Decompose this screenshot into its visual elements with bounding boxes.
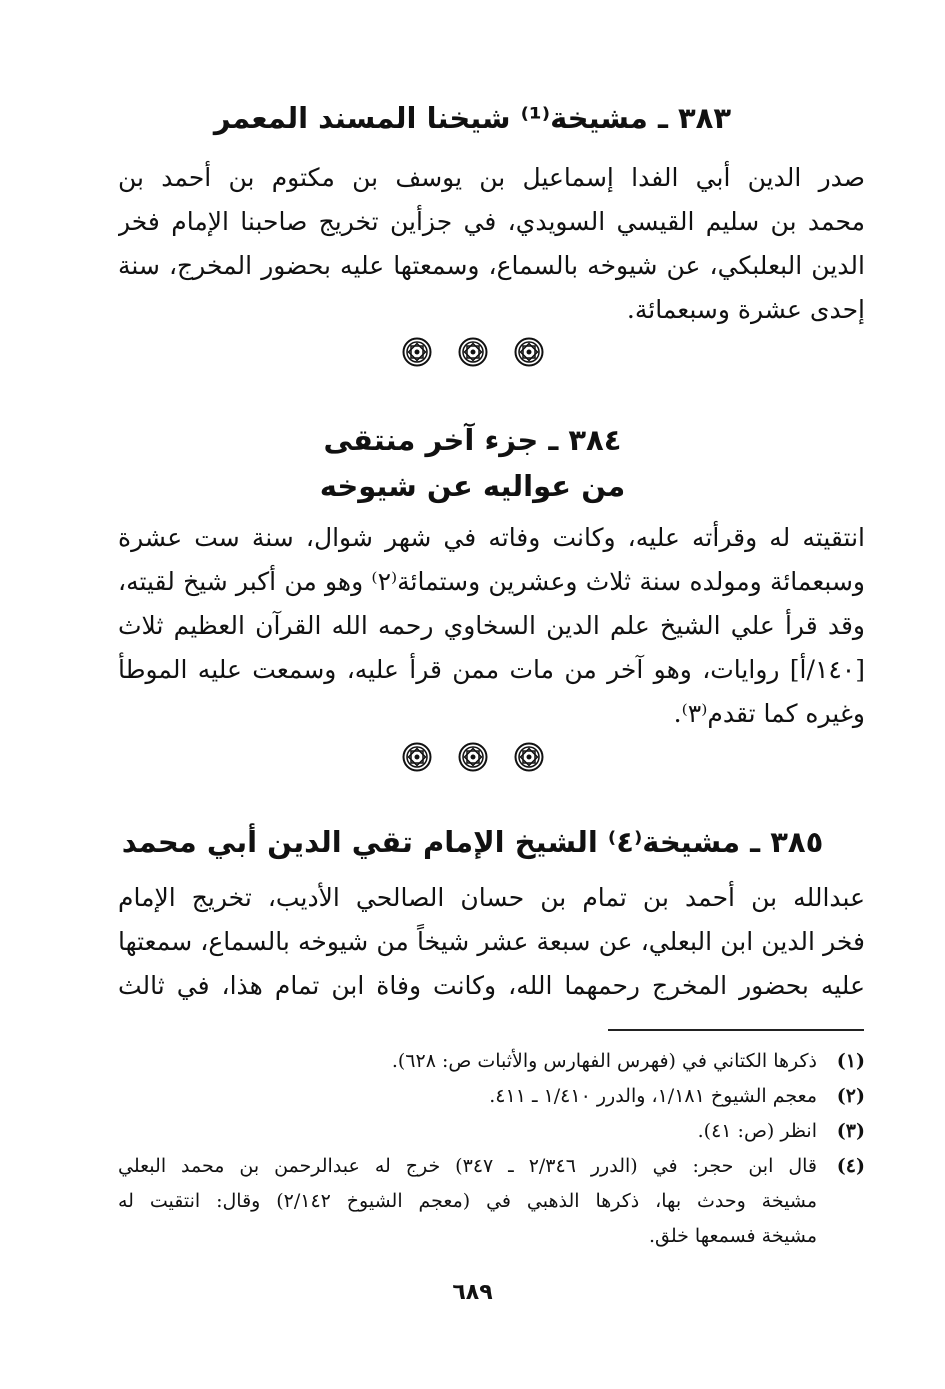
entry-383-line-4: إحدى عشرة وسبعمائة.: [626, 295, 865, 324]
rosette-ornament-icon: [514, 742, 544, 772]
page-number: ٦٨٩: [452, 1280, 493, 1305]
footnote-text: [118, 1044, 817, 1079]
entry-384-heading: ٣٨٤ ـ جزء آخر منتقى: [323, 423, 622, 457]
rosette-ornament-icon: [514, 337, 544, 367]
entry-384-body: [118, 516, 865, 736]
footnotes: [118, 1044, 865, 1254]
footnote-text: [118, 1149, 817, 1254]
footnote-number: (١): [836, 1050, 865, 1072]
footnote-line: انظر (ص: ٤١).: [697, 1120, 817, 1142]
entry-384-line-2: وسبعمائة ومولده سنة ثلاث وعشرين وستمائة⁽٢⁾ وهو من أكبر شيخ لقيته،: [118, 567, 865, 596]
rosette-ornament-icon: [402, 742, 432, 772]
footnote-line: مشيخة فسمعها خلق.: [648, 1225, 817, 1247]
footnote-3: [118, 1114, 865, 1149]
entry-384-line-3: وقد قرأ علي الشيخ علم الدين السخاوي رحمه الله القرآن العظيم ثلاث: [118, 611, 865, 640]
entry-385-line-1: عبدالله بن أحمد بن تمام بن حسان الصالحي الأديب، تخريج الإمام: [118, 883, 865, 912]
ornament-separator: [0, 742, 945, 772]
footnote-text: [118, 1114, 817, 1149]
footnote-line: قال ابن حجر: في (الدرر ٢/٣٤٦ ـ ٣٤٧) خرج له عبدالرحمن بن محمد البعلي: [118, 1155, 817, 1177]
footnote-rule: [608, 1029, 864, 1031]
entry-384-line-4: [١٤٠/أ] روايات، وهو آخر من مات ممن قرأ عليه، وسمعت عليه الموطأ: [118, 655, 865, 684]
rosette-ornament-icon: [402, 337, 432, 367]
entry-384-line-5: وغيره كما تقدم⁽٣⁾.: [673, 699, 865, 728]
entry-383-line-2: محمد بن سليم القيسي السويدي، في جزأين تخريج صاحبنا الإمام فخر: [118, 207, 865, 236]
entry-385-body: [118, 876, 865, 1008]
footnote-number: (٤): [836, 1155, 865, 1177]
rosette-ornament-icon: [458, 742, 488, 772]
footnote-line: معجم الشيوخ ١/١٨١، والدرر ١/٤١٠ ـ ٤١١.: [489, 1085, 817, 1107]
footnote-line: مشيخة وحدث بها، ذكرها الذهبي في (معجم الشيوخ ٢/١٤٢) وقال: انتقيت له: [118, 1190, 817, 1212]
footnote-4: [118, 1149, 865, 1254]
footnote-1: [118, 1044, 865, 1079]
footnote-number: (٣): [836, 1120, 865, 1142]
entry-385-heading: ٣٨٥ ـ مشيخة⁽٤⁾ الشيخ الإمام تقي الدين أبي محمد: [121, 825, 824, 859]
ornament-separator: [0, 337, 945, 367]
entry-383-body: [118, 156, 865, 332]
entry-385-line-2: فخر الدين ابن البعلي، عن سبعة عشر شيخاً من شيوخه بالسماع، سمعتها: [118, 927, 865, 956]
entry-383-heading: ٣٨٣ ـ مشيخة⁽¹⁾ شيخنا المسند المعمر: [213, 101, 732, 135]
rosette-ornament-icon: [458, 337, 488, 367]
entry-384-line-1: انتقيته له وقرأته عليه، وكانت وفاته في شهر شوال، سنة ست عشرة: [118, 523, 865, 552]
entry-383-line-3: الدين البعلبكي، عن شيوخه بالسماع، وسمعتها عليه بحضور المخرج، سنة: [118, 251, 865, 280]
entry-384-subheading: من عواليه عن شيوخه: [319, 469, 626, 503]
footnote-text: [118, 1079, 817, 1114]
entry-383-line-1: صدر الدين أبي الفدا إسماعيل بن يوسف بن مكتوم بن أحمد بن: [118, 163, 865, 192]
entry-385-line-3: عليه بحضور المخرج رحمهما الله، وكانت وفاة ابن تمام هذا، في ثالث: [118, 971, 865, 1000]
footnote-line: ذكرها الكتاني في (فهرس الفهارس والأثبات ص: ٦٢٨).: [391, 1050, 817, 1072]
footnote-2: [118, 1079, 865, 1114]
footnote-number: (٢): [836, 1085, 865, 1107]
